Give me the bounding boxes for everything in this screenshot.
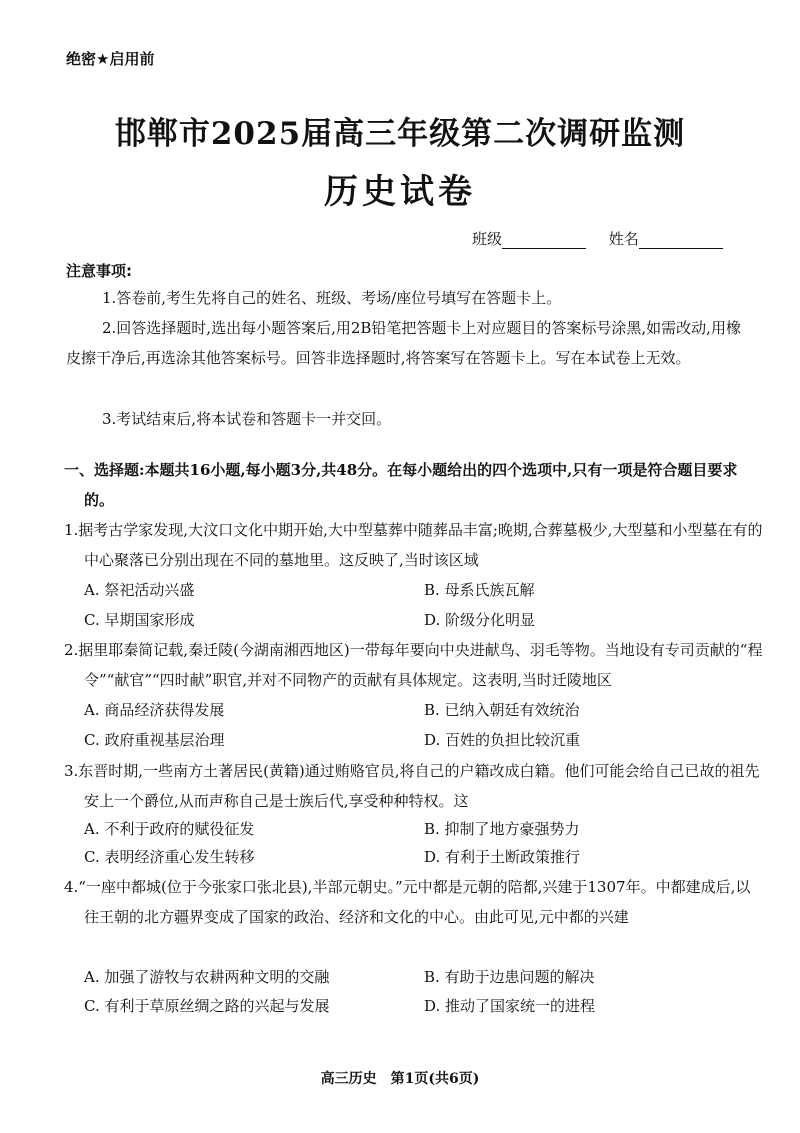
exam-subtitle: 历史试卷 xyxy=(324,172,476,212)
question-3-option-d: D. 有利于土断政策推行 xyxy=(424,848,581,866)
question-4-option-b: B. 有助于边患问题的解决 xyxy=(424,968,595,986)
note-item-3: 3.考试结束后,将本试卷和答题卡一并交回。 xyxy=(102,410,392,428)
class-label: 班级 xyxy=(472,230,503,248)
exam-title: 邯郸市2025届高三年级第二次调研监测 xyxy=(114,116,686,152)
question-3-stem: 3.东晋时期,一些南方土著居民(黄籍)通过贿赂官员,将自己的户籍改成白籍。他们可能会给自己已故的祖先安上一个爵位,从而声称自己是士族后代,享受种种特权。这 xyxy=(64,762,760,810)
question-2-option-c: C. 政府重视基层治理 xyxy=(84,731,225,749)
student-info-fields xyxy=(472,228,723,249)
confidential-label: 绝密★启用前 xyxy=(66,50,155,68)
question-3-option-b: B. 抑制了地方豪强势力 xyxy=(424,820,580,838)
notes-title: 注意事项: xyxy=(66,262,132,280)
question-4-option-d: D. 推动了国家统一的进程 xyxy=(424,997,596,1015)
question-3-option-a: A. 不利于政府的赋役征发 xyxy=(84,820,255,838)
question-1-option-c: C. 早期国家形成 xyxy=(84,611,195,629)
question-1-option-a: A. 祭祀活动兴盛 xyxy=(84,581,195,599)
question-3-option-c: C. 表明经济重心发生转移 xyxy=(84,848,255,866)
question-1-option-b: B. 母系氏族瓦解 xyxy=(424,581,535,599)
section-heading: 一、选择题:本题共16小题,每小题3分,共48分。在每小题给出的四个选项中,只有一项是符合题目要求的。 xyxy=(64,461,738,509)
question-4-option-a: A. 加强了游牧与农耕两种文明的交融 xyxy=(84,968,330,986)
question-2-option-d: D. 百姓的负担比较沉重 xyxy=(424,731,581,749)
name-blank xyxy=(639,234,723,249)
note-item-1: 1.答卷前,考生先将自己的姓名、班级、考场/座位号填写在答题卡上。 xyxy=(102,289,562,307)
name-label: 姓名 xyxy=(608,230,639,248)
question-2-stem: 2.据里耶秦简记载,秦迁陵(今湖南湘西地区)一带每年要向中央进献鸟、羽毛等物。当地设有专司贡献的“程令”“献官”“四时献”职官,并对不同物产的贡献有具体规定。这表明,当时迁陵地区 xyxy=(64,641,763,689)
page-footer: 高三历史 第1页(共6页) xyxy=(320,1071,480,1087)
question-1-option-d: D. 阶级分化明显 xyxy=(424,611,536,629)
note-item-2: 2.回答选择题时,选出每小题答案后,用2B铅笔把答题卡上对应题目的答案标号涂黑,如需改动,用橡皮擦干净后,再选涂其他答案标号。回答非选择题时,将答案写在答题卡上。写在本试卷上无效。 xyxy=(66,319,741,367)
question-2-option-b: B. 已纳入朝廷有效统治 xyxy=(424,701,580,719)
question-4-stem: 4.“一座中都城(位于今张家口张北县),半部元朝史。”元中都是元朝的陪都,兴建于1307年。中都建成后,以往王朝的北方疆界变成了国家的政治、经济和文化的中心。由此可见,元中都的兴建 xyxy=(64,878,751,926)
question-2-option-a: A. 商品经济获得发展 xyxy=(84,701,225,719)
question-4-option-c: C. 有利于草原丝绸之路的兴起与发展 xyxy=(84,997,330,1015)
class-blank xyxy=(502,234,586,249)
question-1-stem: 1.据考古学家发现,大汶口文化中期开始,大中型墓葬中随葬品丰富;晚期,合葬墓极少,大型墓和小型墓在有的中心聚落已分别出现在不同的墓地里。这反映了,当时该区域 xyxy=(64,521,763,569)
